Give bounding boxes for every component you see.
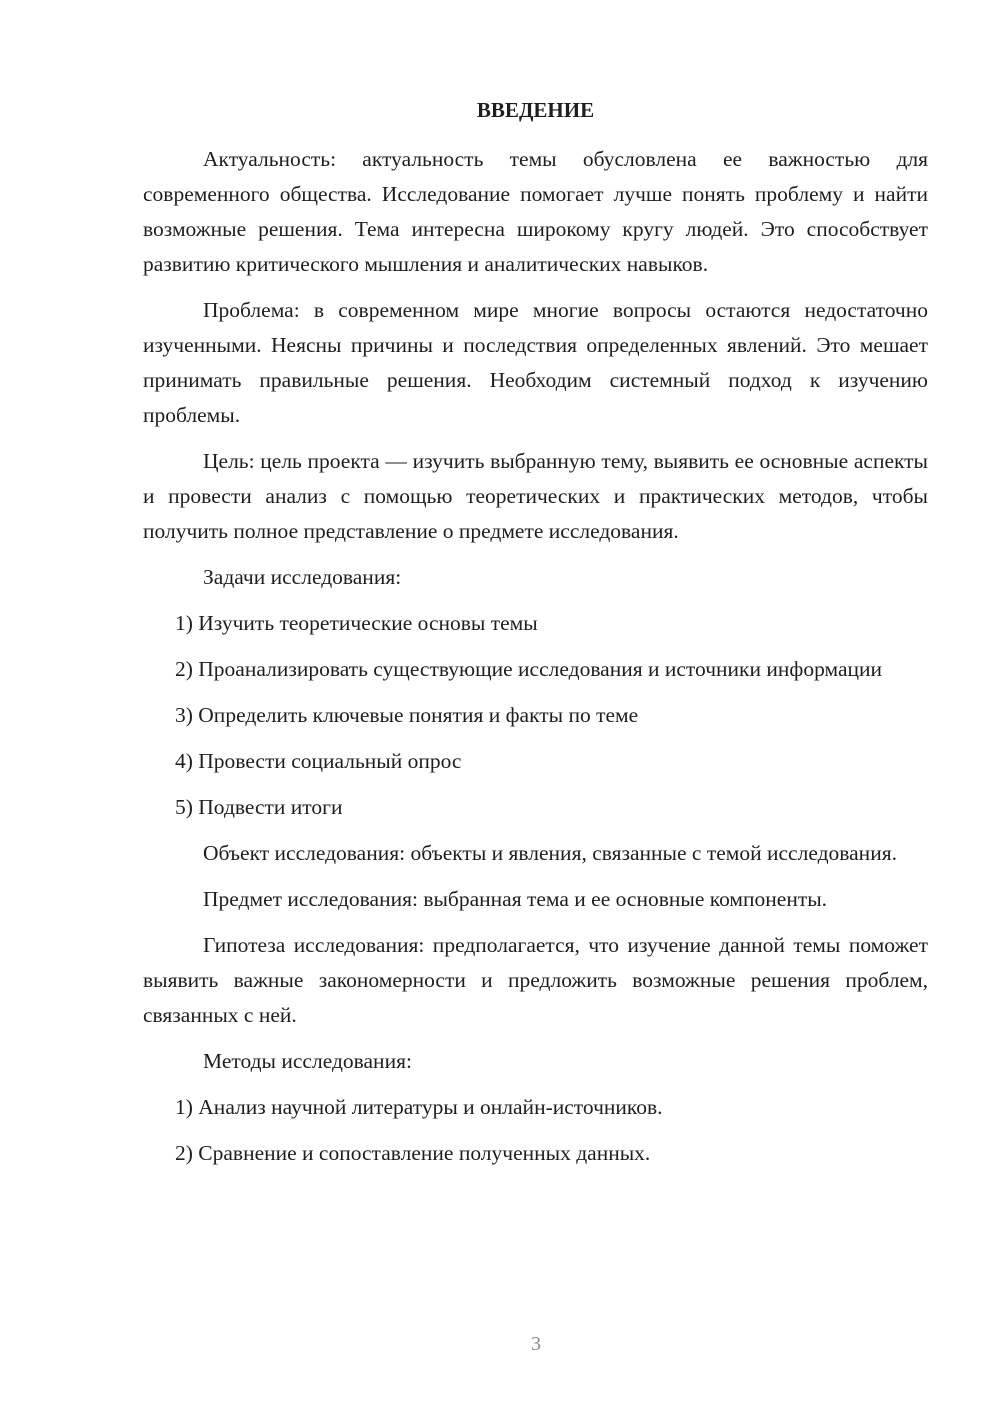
- document-page: [143, 95, 928, 1182]
- task-item: 3) Определить ключевые понятия и факты по теме: [175, 703, 639, 727]
- method-item: 1) Анализ научной литературы и онлайн-источников.: [175, 1095, 663, 1119]
- methods-label: Методы исследования:: [203, 1049, 412, 1073]
- task-item: 4) Провести социальный опрос: [175, 749, 462, 773]
- page-number: 3: [531, 1333, 541, 1355]
- hypothesis-paragraph: Гипотеза исследования: предполагается, что изучение данной темы поможет выявить важные закономерности и предложить возможные решения проблем, связанных с ней.: [143, 933, 928, 1027]
- task-item: 1) Изучить теоретические основы темы: [175, 611, 538, 635]
- task-item: 2) Проанализировать существующие исследования и источники информации: [175, 657, 883, 681]
- problem-paragraph: Проблема: в современном мире многие вопросы остаются недостаточно изученными. Неясны причины и последствия определенных явлений. Это мешает принимать правильные решения. Необходим системный подход к изучению проблемы.: [143, 298, 928, 427]
- goal-paragraph: Цель: цель проекта — изучить выбранную тему, выявить ее основные аспекты и провести анализ с помощью теоретических и практических методов, чтобы получить полное представление о предмете исследования.: [143, 449, 928, 543]
- relevance-paragraph: Актуальность: актуальность темы обусловлена ее важностью для современного общества. Исследование помогает лучше понять проблему и найти возможные решения. Тема интересна широкому кругу людей. Это способствует развитию критического мышления и аналитических навыков.: [143, 147, 928, 276]
- tasks-label: Задачи исследования:: [203, 565, 402, 589]
- section-heading: ВВЕДЕНИЕ: [476, 98, 595, 122]
- object-paragraph: Объект исследования: объекты и явления, связанные с темой исследования.: [203, 841, 897, 865]
- method-item: 2) Сравнение и сопоставление полученных данных.: [175, 1141, 651, 1165]
- subject-paragraph: Предмет исследования: выбранная тема и ее основные компоненты.: [203, 887, 828, 911]
- task-item: 5) Подвести итоги: [175, 795, 343, 819]
